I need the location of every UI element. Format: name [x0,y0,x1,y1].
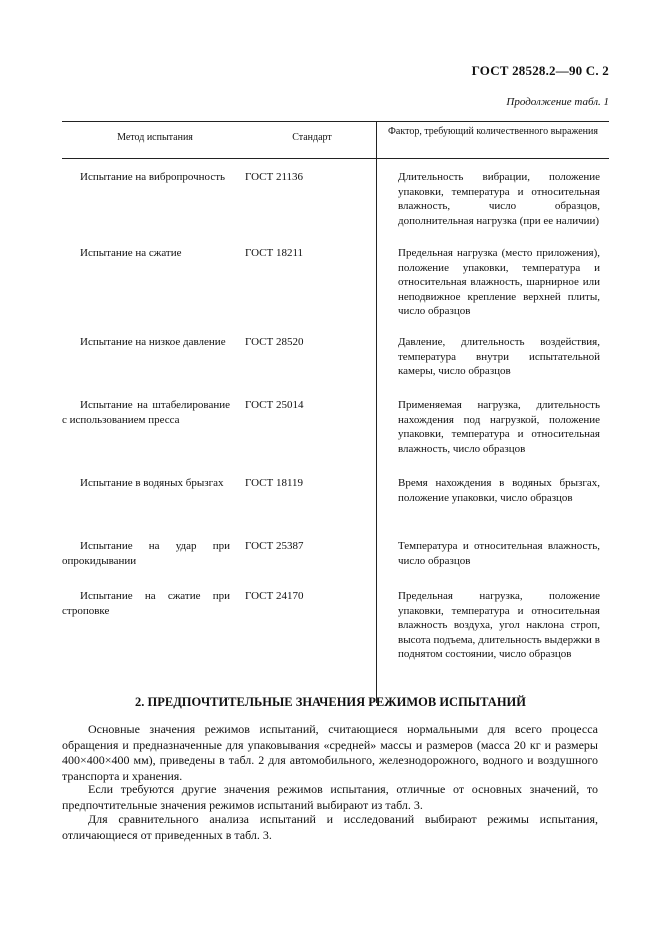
column-header-factor: Фактор, требующий количественного выражения [376,122,609,158]
table-row [62,335,609,377]
method-cell: Испытание на сжатие при строповке [62,590,230,617]
factor-cell: Температура и относительная влажность, число образцов [398,540,600,567]
table-row [62,398,609,455]
section-title: 2. ПРЕДПОЧТИТЕЛЬНЫЕ ЗНАЧЕНИЯ РЕЖИМОВ ИСПЫТАНИЙ [135,695,526,709]
table-row [62,589,609,660]
factor-cell: Применяемая нагрузка, длительность нахождения под нагрузкой, положение упаковки, температура и относительная влажность, число образцов [398,399,600,455]
standard-cell: ГОСТ 21136 [245,171,304,183]
method-cell: Испытание на вибропрочность [80,171,226,183]
column-header-method: Метод испытания [117,132,193,143]
standards-table [62,121,609,703]
table-row [62,170,609,227]
paragraph: Для сравнительного анализа испытаний и исследований выбирают режимы испытания, отличающиеся от приведенных в табл. 3. [62,812,598,842]
factor-cell: Предельная нагрузка (место приложения), положение упаковки, температура и относительная влажность, шарнирное или неподвижное крепление верхней плиты, число образцов [398,247,600,317]
factor-cell: Длительность вибрации, положение упаковки, температура и относительная влажность, число образцов, дополнительная нагрузка (при ее наличии) [398,171,600,227]
standard-cell: ГОСТ 25387 [245,540,304,552]
standard-cell: ГОСТ 18119 [245,477,304,489]
standard-cell: ГОСТ 28520 [245,336,304,348]
column-header-standard: Стандарт [292,132,332,143]
table-row [62,246,609,317]
method-cell: Испытание в водяных брызгах [80,477,224,489]
page-header: ГОСТ 28528.2—90 С. 2 [471,63,609,78]
factor-cell: Предельная нагрузка, положение упаковки, температура и относительная влажность воздуха, угол наклона строп, высота подъема, длительность выдержки в поднятом состоянии, число образцов [398,590,600,660]
method-cell: Испытание на удар при опрокидывании [62,540,230,567]
paragraph: Основные значения режимов испытаний, считающиеся нормальными для всего процесса обращения и предназначенные для упаковывания «средней» массы и размеров (масса 20 кг и размеры 400×400×400 мм), приведены в табл. 2 для автомобильного, железнодорожного, водного и воздушного транспорта и хранения. [62,722,598,783]
method-cell: Испытание на низкое давление [80,336,226,348]
table-row [62,539,609,568]
factor-cell: Время нахождения в водяных брызгах, положение упаковки, число образцов [398,477,600,504]
standard-cell: ГОСТ 25014 [245,399,304,411]
factor-cell: Давление, длительность воздействия, температура внутри испытательной камеры, число образцов [398,336,600,377]
table-row [62,476,609,504]
paragraph: Если требуются другие значения режимов испытания, отличные от основных значений, то предпочтительные значения режимов испытаний выбирают из табл. 3. [62,782,598,812]
table-continuation-label: Продолжение табл. 1 [506,96,609,108]
table-header [62,121,609,159]
standard-cell: ГОСТ 18211 [245,247,304,259]
method-cell: Испытание на штабелирование с использованием пресса [62,399,230,426]
method-cell: Испытание на сжатие [80,247,182,259]
standard-cell: ГОСТ 24170 [245,590,304,602]
